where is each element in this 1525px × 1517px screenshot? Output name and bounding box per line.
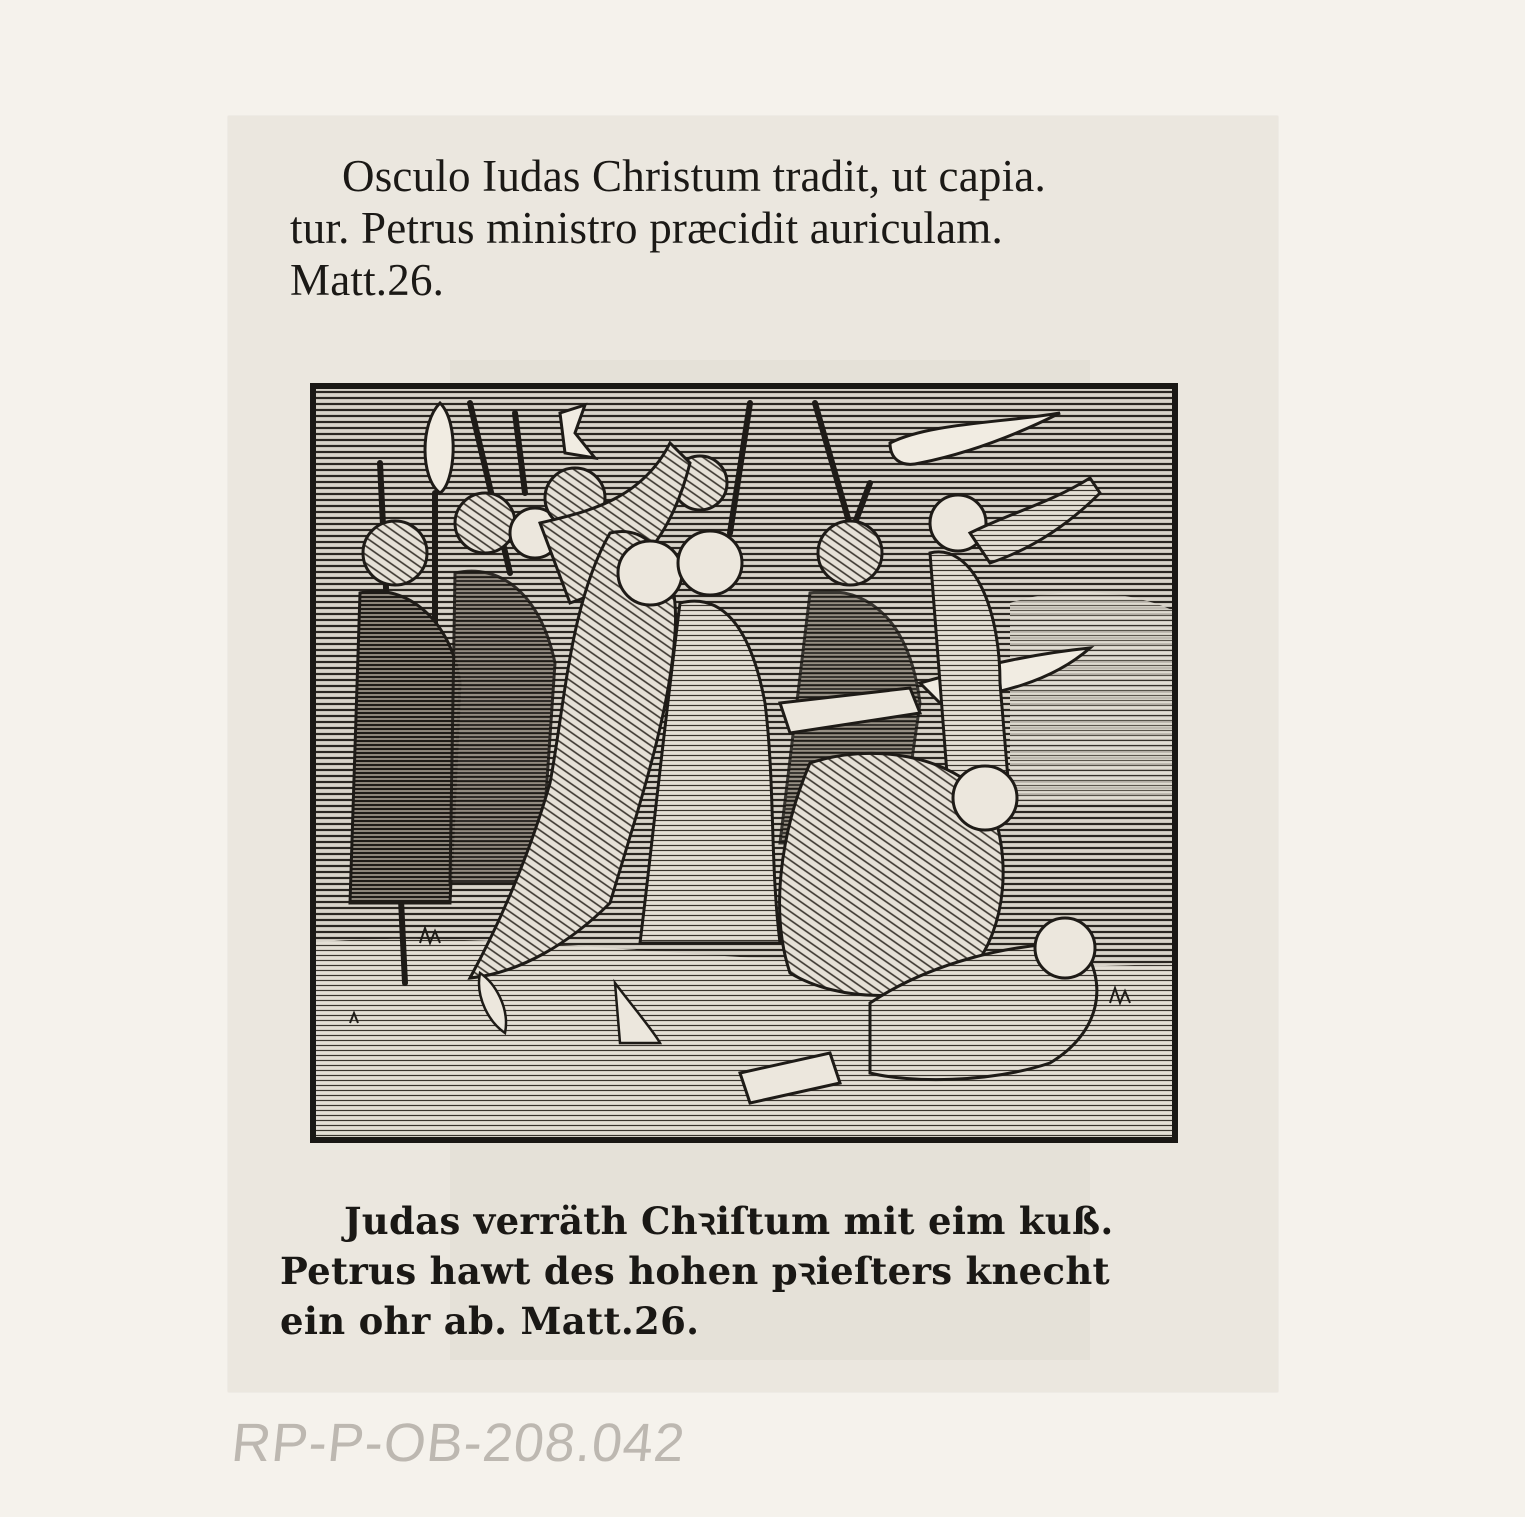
latin-caption-line: Matt.26.	[290, 255, 445, 305]
german-caption-line: Judas verräth Chꝛiſtum mit eim kuß.	[344, 1199, 1114, 1243]
german-caption	[280, 1196, 1240, 1346]
german-caption-line: Petrus hawt des hohen pꝛieſters knecht	[280, 1249, 1110, 1293]
latin-caption-line: tur. Petrus ministro præcidit auriculam.	[290, 203, 1003, 253]
catalog-number: RP-P-OB-208.042	[228, 1413, 689, 1473]
latin-caption	[290, 150, 1240, 306]
german-caption-line: ein ohr ab. Matt.26.	[280, 1299, 700, 1343]
woodcut-illustration	[310, 383, 1178, 1143]
latin-caption-line: Osculo Iudas Christum tradit, ut capia.	[342, 151, 1046, 201]
